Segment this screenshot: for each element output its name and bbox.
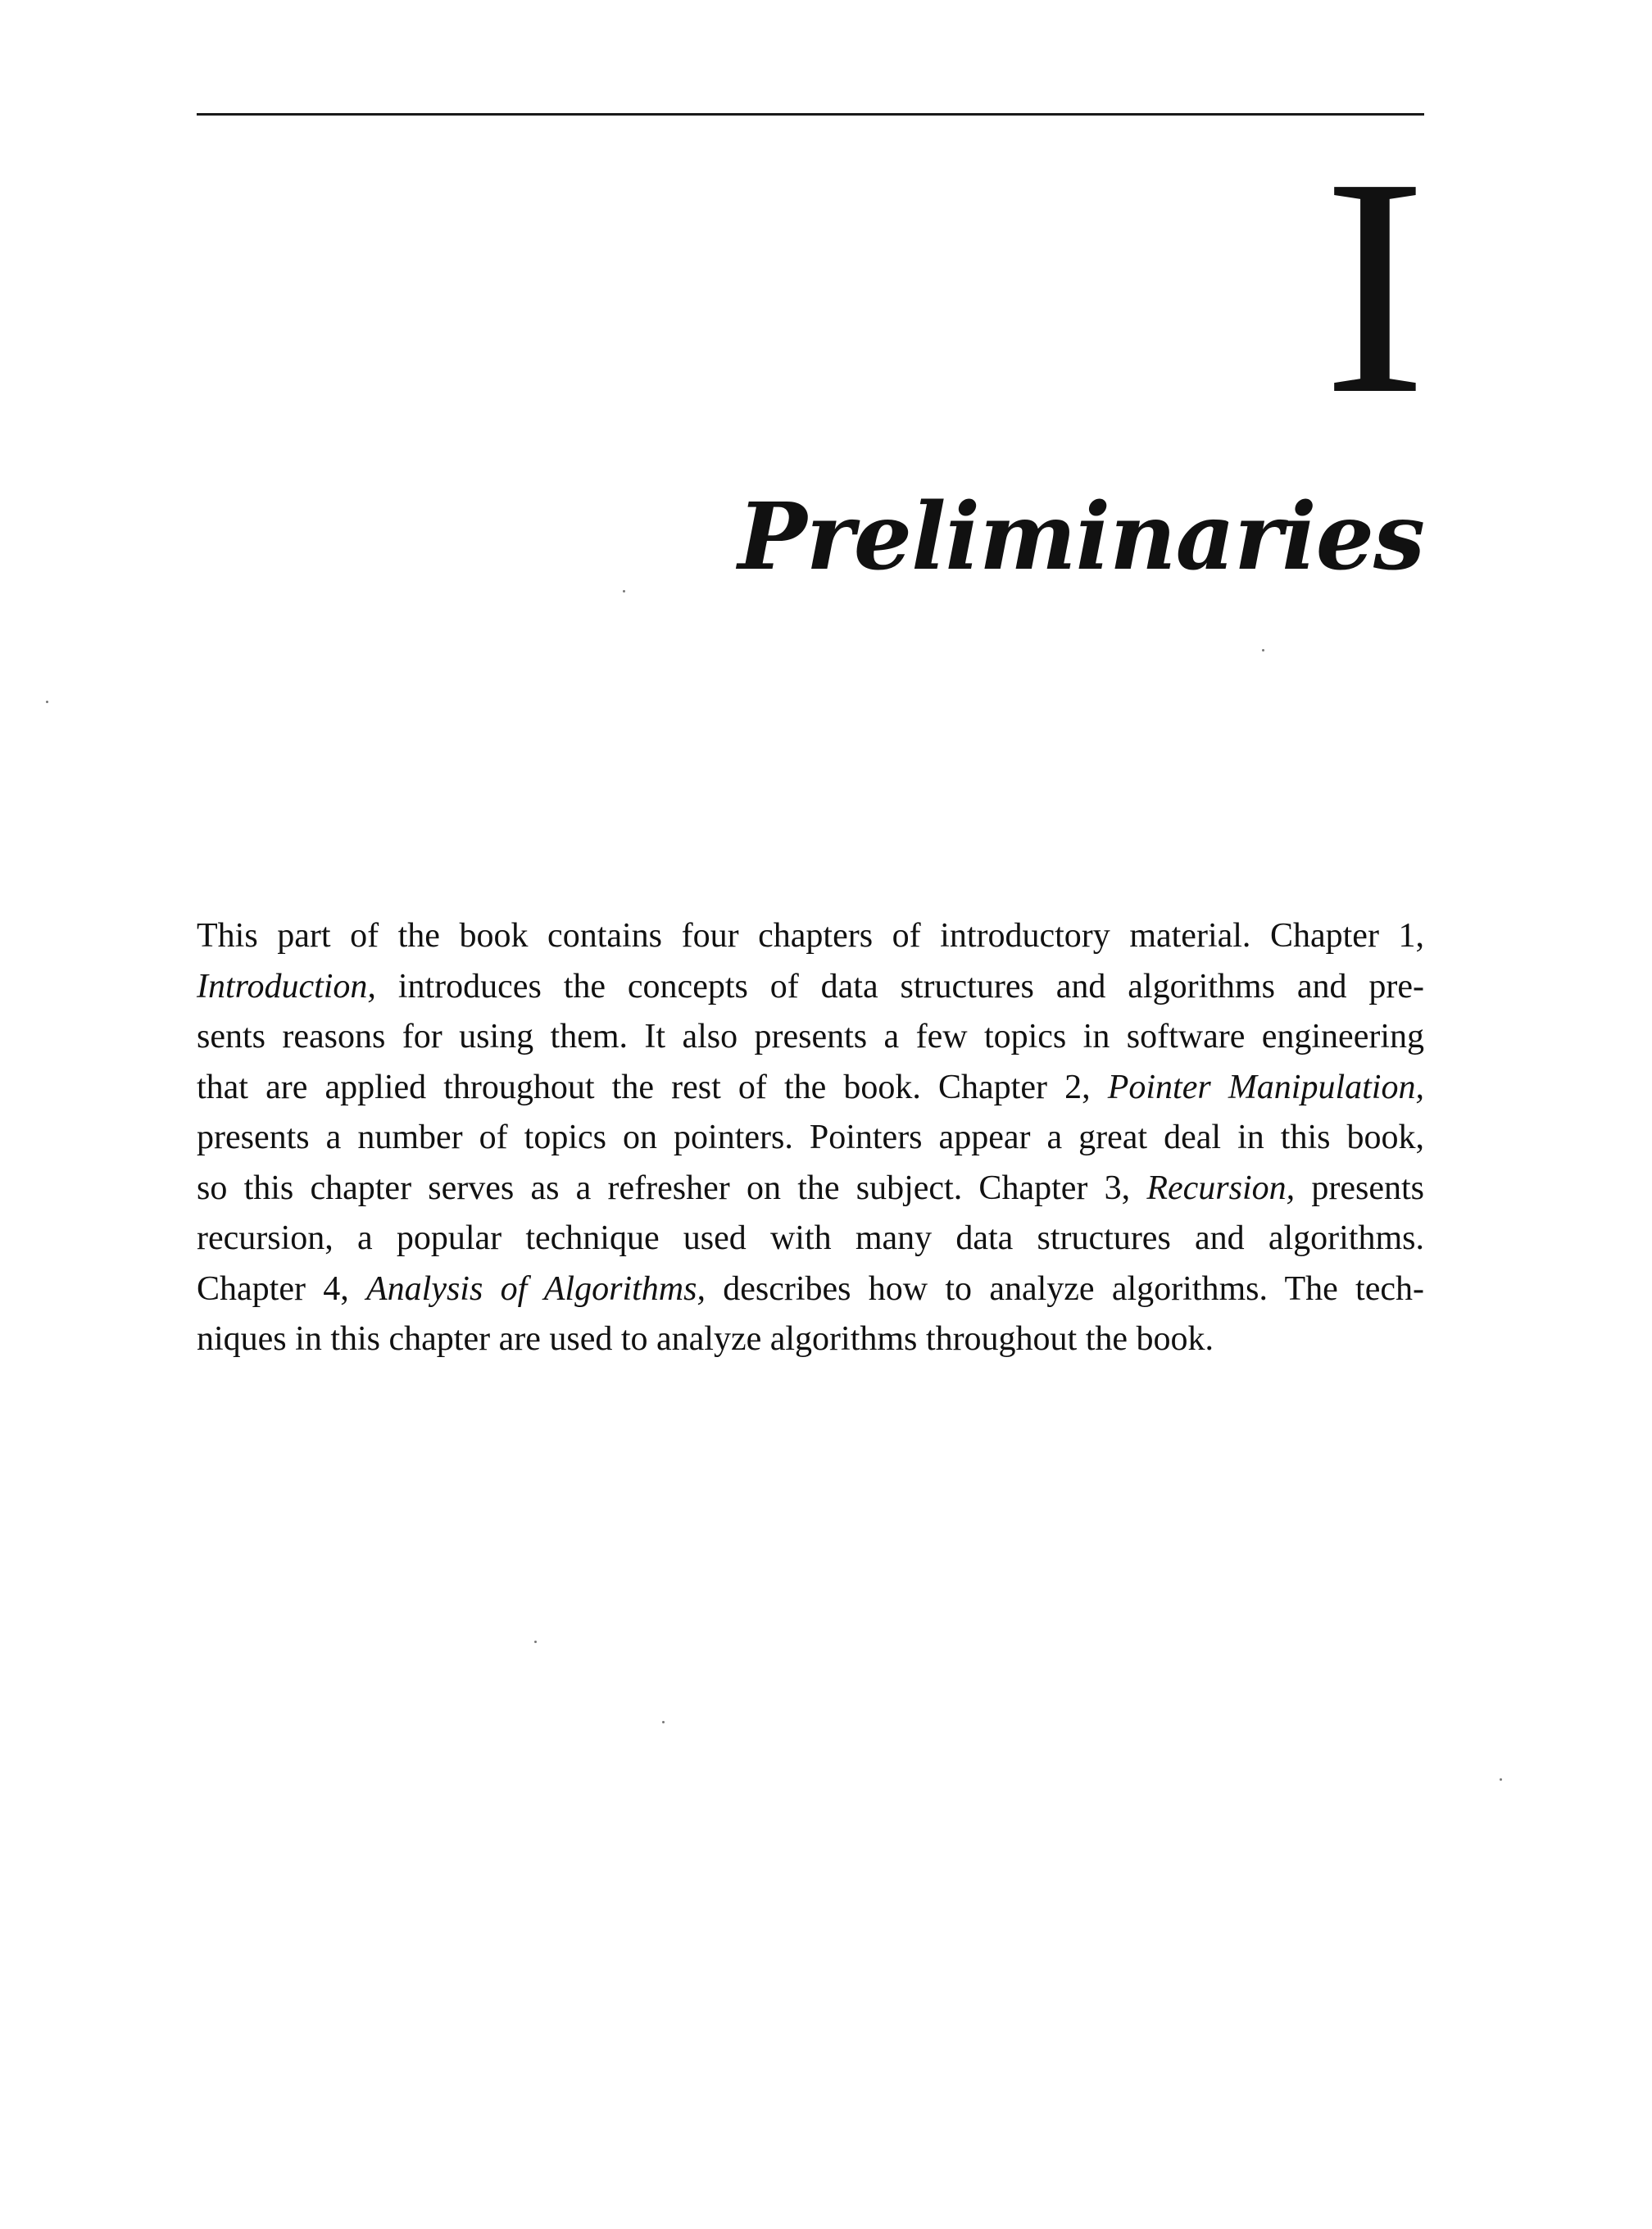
- paragraph-line: [197, 1063, 1424, 1114]
- scan-speck: [46, 701, 48, 703]
- italic-title-text: Recursion,: [1146, 1169, 1296, 1207]
- body-text: Chapter 4,: [197, 1269, 366, 1308]
- paragraph-line: [197, 1164, 1424, 1214]
- body-text: that are applied throughout the rest of the book. Chapter 2,: [197, 1068, 1108, 1106]
- paragraph-line: [197, 1113, 1424, 1164]
- italic-title-text: Analysis of Algorithms,: [366, 1269, 706, 1308]
- scan-speck: [623, 590, 625, 592]
- body-text: presents: [1295, 1169, 1424, 1207]
- scan-speck: [1262, 649, 1264, 651]
- body-text: presents a number of topics on pointers. Pointers appear a great deal in this book,: [197, 1119, 1424, 1156]
- paragraph-line: [197, 1264, 1424, 1315]
- paragraph-line: [197, 911, 1424, 962]
- scan-speck: [534, 1641, 537, 1643]
- top-rule: [197, 113, 1424, 116]
- body-text: sents reasons for using them. It also presents a few topics in software engineering: [197, 1018, 1424, 1055]
- scan-speck: [662, 1721, 665, 1723]
- intro-paragraph: [197, 911, 1424, 1365]
- part-numeral: I: [1323, 114, 1427, 459]
- body-text: niques in this chapter are used to analyze algorithms throughout the book.: [197, 1320, 1214, 1358]
- italic-title-text: Introduction,: [197, 967, 376, 1006]
- scan-speck: [1500, 1778, 1502, 1781]
- body-text: recursion, a popular technique used with many data structures and algorithms.: [197, 1219, 1424, 1257]
- body-text: This part of the book contains four chapters of introductory material. Chapter 1,: [197, 917, 1424, 955]
- body-text: so this chapter serves as a refresher on the subject. Chapter 3,: [197, 1169, 1147, 1207]
- body-text: introduces the concepts of data structures and algorithms and pre-: [375, 967, 1424, 1006]
- paragraph-line: [197, 1012, 1424, 1063]
- paragraph-line: [197, 1214, 1424, 1264]
- paragraph-line: [197, 1314, 1424, 1365]
- paragraph-line: [197, 962, 1424, 1013]
- italic-title-text: Pointer Manipulation,: [1107, 1068, 1424, 1106]
- body-text: describes how to analyze algorithms. The tech-: [705, 1269, 1424, 1308]
- part-title: Preliminaries: [738, 483, 1424, 591]
